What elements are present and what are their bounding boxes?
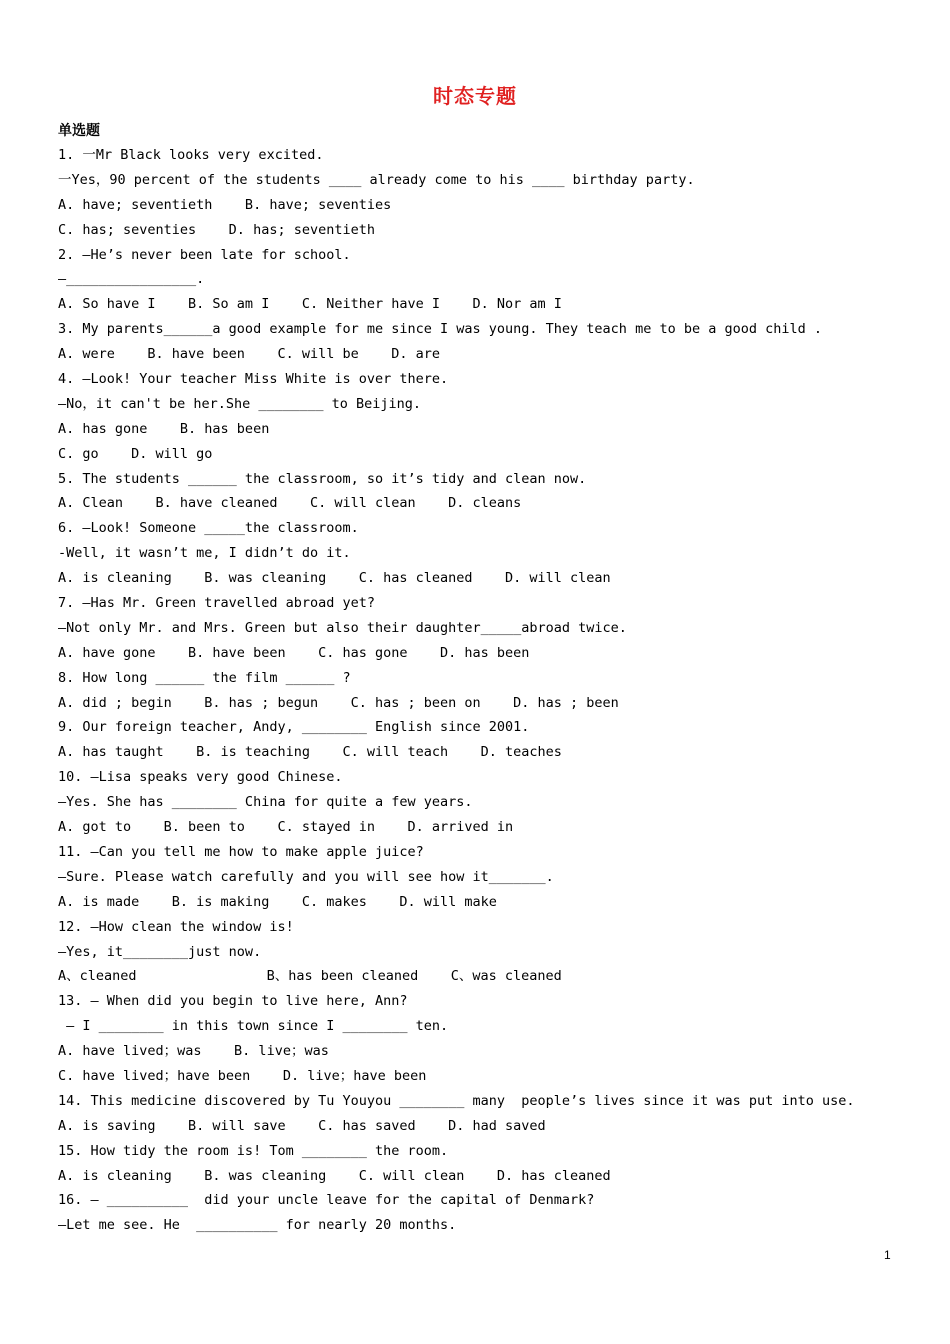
text-line: C. have lived；have been D. live；have been: [58, 1067, 427, 1084]
text-line: -Well, it wasn’t me, I didn’t do it.: [58, 545, 351, 562]
text-line: 14. This medicine discovered by Tu Youyou ________ many people’s lives since it was put into use.: [58, 1092, 855, 1109]
page-number: 1: [884, 1248, 891, 1262]
text-line: A. have; seventieth B. have; seventies: [58, 196, 392, 213]
text-line: A. have gone B. have been C. has gone D. has been: [58, 644, 530, 661]
text-line: A. did ; begin B. has ; begun C. has ; been on D. has ; been: [58, 694, 619, 711]
text-line: A. is made B. is making C. makes D. will make: [58, 893, 497, 910]
text-line: 3. My parents______a good example for me since I was young. They teach me to be a good child .: [58, 321, 823, 338]
section-heading: 单选题: [58, 123, 100, 139]
text-line: 5. The students ______ the classroom, so it’s tidy and clean now.: [58, 470, 587, 487]
text-line: —Yes. She has ________ China for quite a few years.: [58, 794, 473, 811]
text-line: 6. –Look! Someone _____the classroom.: [58, 520, 359, 537]
text-line: A. So have I B. So am I C. Neither have I D. Nor am I: [58, 296, 562, 313]
text-line: 1. 一Mr Black looks very excited.: [58, 147, 324, 163]
text-line: 12. —How clean the window is!: [58, 918, 294, 935]
text-line: A. is cleaning B. was cleaning C. has cleaned D. will clean: [58, 570, 611, 587]
text-line: A. got to B. been to C. stayed in D. arrived in: [58, 819, 514, 836]
text-line: A. were B. have been C. will be D. are: [58, 346, 441, 363]
question-list: [58, 143, 938, 1238]
text-line: —Sure. Please watch carefully and you will see how it_______.: [58, 868, 554, 885]
text-line: 8. How long ______ the film ______ ?: [58, 669, 351, 686]
text-line: 9. Our foreign teacher, Andy, ________ English since 2001.: [58, 719, 530, 736]
text-line: —________________.: [58, 271, 205, 288]
text-line: A. Clean B. have cleaned C. will clean D. cleans: [58, 495, 522, 512]
text-line: —Let me see. He __________ for nearly 20 months.: [58, 1217, 457, 1234]
text-line: 7. —Has Mr. Green travelled abroad yet?: [58, 595, 375, 612]
text-line: —Not only Mr. and Mrs. Green but also their daughter_____abroad twice.: [58, 619, 627, 636]
text-line: C. go D. will go: [58, 445, 213, 462]
text-line: 15. How tidy the room is! Tom ________ the room.: [58, 1142, 449, 1159]
text-line: 一Yes，90 percent of the students ____ already come to his ____ birthday party.: [58, 171, 695, 188]
text-line: A、cleaned B、has been cleaned C、was cleaned: [58, 968, 562, 985]
text-line: A. has gone B. has been: [58, 420, 270, 437]
text-line: A. is saving B. will save C. has saved D. had saved: [58, 1117, 546, 1134]
text-line: 2. —He’s never been late for school.: [58, 246, 351, 263]
text-line: 13. — When did you begin to live here, Ann?: [58, 993, 408, 1010]
page-title: 时态专题: [433, 84, 517, 108]
text-line: A. has taught B. is teaching C. will teach D. teaches: [58, 744, 562, 761]
text-line: C. has; seventies D. has; seventieth: [58, 221, 375, 238]
text-line: 4. —Look! Your teacher Miss White is over there.: [58, 371, 449, 388]
text-line: —No，it can't be her.She ________ to Beijing.: [58, 395, 421, 412]
text-line: 10. —Lisa speaks very good Chinese.: [58, 769, 343, 786]
text-line: 16. — __________ did your uncle leave for the capital of Denmark?: [58, 1192, 595, 1209]
text-line: A. have lived；was B. live；was: [58, 1043, 329, 1060]
text-line: A. is cleaning B. was cleaning C. will clean D. has cleaned: [58, 1167, 611, 1184]
text-line: 11. —Can you tell me how to make apple juice?: [58, 843, 424, 860]
text-line: — I ________ in this town since I ________ ten.: [58, 1018, 449, 1035]
text-line: —Yes, it________just now.: [58, 943, 262, 960]
